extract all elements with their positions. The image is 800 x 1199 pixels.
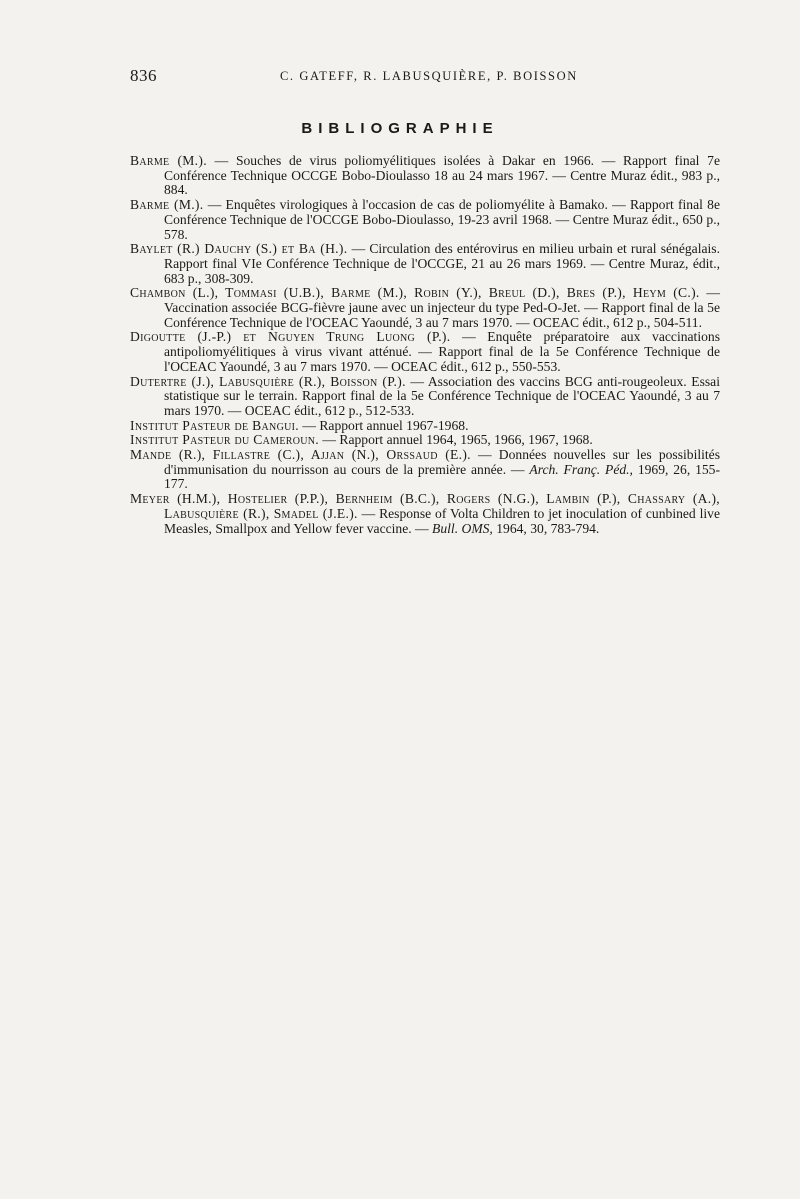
reference-authors: Baylet (R.) Dauchy (S.) et Ba (H.). bbox=[130, 241, 348, 257]
reference-text: — Rapport annuel 1964, 1965, 1966, 1967, 1968. bbox=[319, 432, 593, 448]
reference-authors: Mande (R.), Fillastre (C.), Ajjan (N.), Orssaud (E.). bbox=[130, 447, 471, 463]
section-title: BIBLIOGRAPHIE bbox=[301, 120, 499, 137]
reference-text: — Response of Volta Children to jet inoculation of cunbined live Measles, Smallpox and Yellow fever vaccine. — bbox=[164, 505, 720, 536]
page-header bbox=[130, 66, 670, 86]
reference-entry bbox=[130, 433, 720, 448]
reference-entry bbox=[130, 242, 720, 286]
reference-text: — Association des vaccins BCG anti-rougeoleux. Essai statistique sur le terrain. Rapport final de la 5e Conférence Technique de l'OCEAC Yaoundé, 3 au 7 mars 1970. — OCEAC édit., 612 p., 512-533. bbox=[164, 373, 720, 418]
reference-entry bbox=[130, 448, 720, 492]
reference-entry bbox=[130, 330, 720, 374]
reference-journal: Arch. Franç. Péd., bbox=[529, 461, 633, 477]
reference-authors: Barme (M.). bbox=[130, 153, 207, 168]
reference-text: — Circulation des entérovirus en milieu urbain et rural sénégalais. Rapport final VIe Conférence Technique de l'OCCGE, 21 au 26 mars 1969. — Centre Muraz, édit., 683 p., 308-309. bbox=[164, 241, 720, 286]
reference-text: — Souches de virus poliomyélitiques isolées à Dakar en 1966. — Rapport final 7e Conférence Technique OCCGE Bobo-Dioulasso 18 au 24 mars 1967. — Centre Muraz édit., 983 p., 884. bbox=[164, 153, 720, 198]
reference-entry bbox=[130, 154, 720, 198]
reference-tail: 1964, 30, 783-794. bbox=[492, 520, 600, 536]
reference-authors: Barme (M.). bbox=[130, 197, 204, 213]
reference-authors: Digoutte (J.-P.) et Nguyen Trung Luong (P.). bbox=[130, 329, 451, 345]
reference-authors: Institut Pasteur de Bangui. bbox=[130, 417, 299, 433]
reference-authors: Chambon (L.), Tommasi (U.B.), Barme (M.), Robin (Y.), Breul (D.), Bres (P.), Heym (C.). bbox=[130, 285, 700, 301]
reference-tail: 1969, 26, 155-177. bbox=[164, 461, 721, 492]
reference-text: — Rapport annuel 1967-1968. bbox=[298, 417, 469, 433]
page-number: 836 bbox=[130, 66, 157, 85]
reference-entry bbox=[130, 286, 720, 330]
reference-entry bbox=[130, 419, 720, 434]
reference-entry bbox=[130, 198, 720, 242]
reference-list bbox=[130, 154, 720, 536]
reference-journal: Bull. OMS, bbox=[432, 520, 493, 536]
reference-text: — Enquêtes virologiques à l'occasion de cas de poliomyélite à Bamako. — Rapport final 8e Conférence Technique de l'OCCGE Bobo-Dioulasso, 19-23 avril 1968. — Centre Muraz édit., 650 p., 578. bbox=[164, 197, 720, 242]
reference-entry bbox=[130, 492, 720, 536]
reference-text: — Enquête préparatoire aux vaccinations antipoliomyélitiques à virus vivant atténué. — Rapport final de la 5e Conférence Technique de l'OCEAC Yaoundé, 3 au 7 mars 1970. — OCEAC édit., 612 p., 550-553. bbox=[164, 329, 720, 374]
running-head: C. GATEFF, R. LABUSQUIÈRE, P. BOISSON bbox=[280, 69, 578, 83]
reference-text: — Vaccination associée BCG-fièvre jaune avec un injecteur du type Ped-O-Jet. — Rapport final de la 5e Conférence Technique de l'OCEAC Yaoundé, 3 au 7 mars 1970. — OCEAC édit., 612 p., 504-511. bbox=[164, 285, 720, 330]
reference-text: — Données nouvelles sur les possibilités d'immunisation du nourrisson au cours de la première année. — bbox=[164, 447, 720, 477]
reference-authors: Institut Pasteur du Cameroun. bbox=[130, 432, 319, 448]
reference-entry bbox=[130, 375, 720, 419]
reference-authors: Dutertre (J.), Labusquière (R.), Boisson (P.). bbox=[130, 373, 406, 389]
reference-authors: Meyer (H.M.), Hostelier (P.P.), Bernheim (B.C.), Rogers (N.G.), Lambin (P.), Chassary (A.), Labusquière (R.), Smadel (J.E.). bbox=[130, 491, 720, 521]
